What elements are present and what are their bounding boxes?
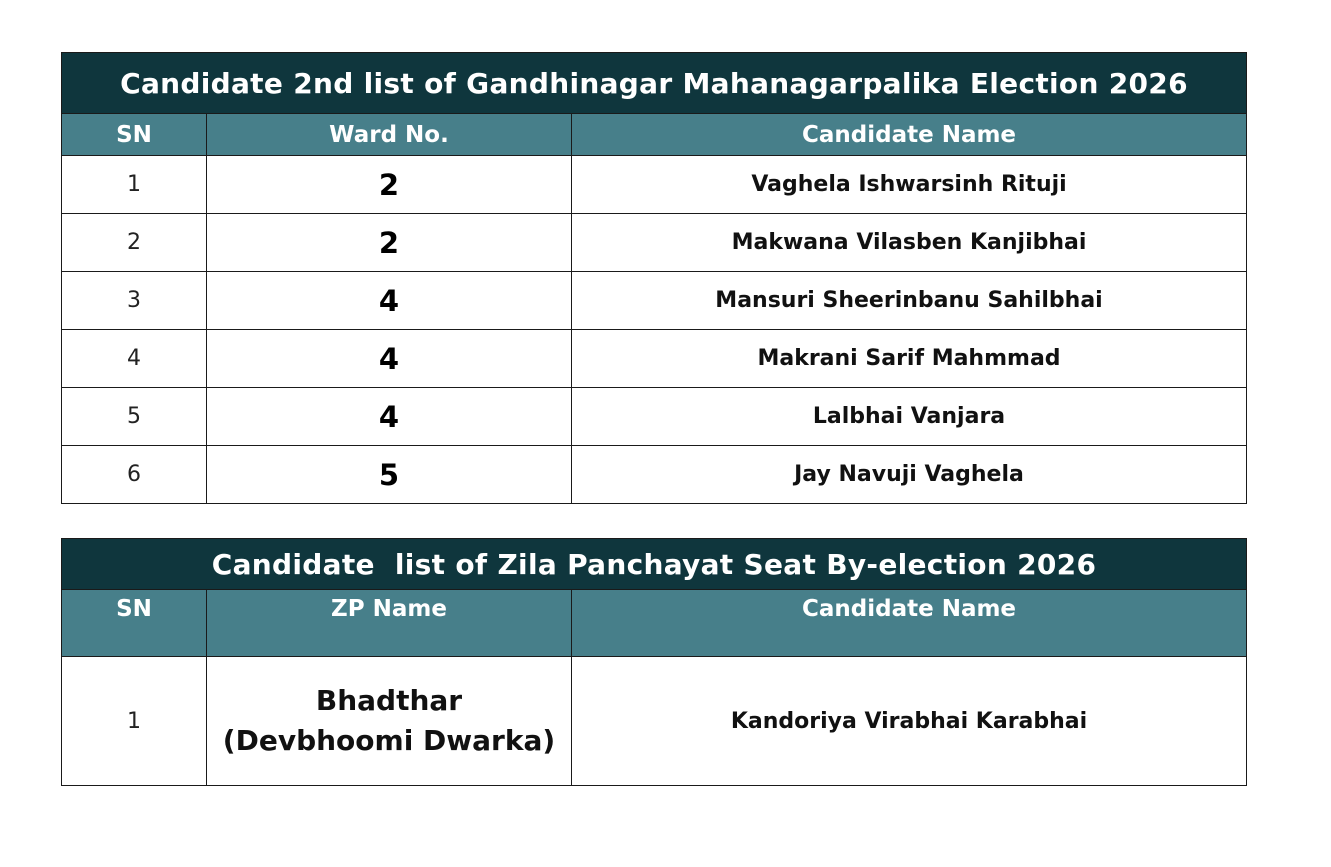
cell-sn: 1 bbox=[62, 156, 207, 214]
table-row bbox=[62, 657, 1247, 786]
cell-sn: 4 bbox=[62, 330, 207, 388]
table-row bbox=[62, 156, 1247, 214]
cell-candidate: Jay Navuji Vaghela bbox=[572, 446, 1247, 504]
gandhinagar-candidate-table bbox=[61, 52, 1247, 504]
cell-candidate: Kandoriya Virabhai Karabhai bbox=[572, 657, 1247, 786]
cell-candidate: Lalbhai Vanjara bbox=[572, 388, 1247, 446]
header-sn: SN bbox=[62, 114, 207, 156]
cell-ward: 4 bbox=[207, 330, 572, 388]
cell-sn: 2 bbox=[62, 214, 207, 272]
table-title: Candidate list of Zila Panchayat Seat By-election 2026 bbox=[62, 539, 1247, 590]
cell-candidate: Makwana Vilasben Kanjibhai bbox=[572, 214, 1247, 272]
cell-sn: 1 bbox=[62, 657, 207, 786]
cell-candidate: Vaghela Ishwarsinh Rituji bbox=[572, 156, 1247, 214]
header-candidate-name: Candidate Name bbox=[572, 114, 1247, 156]
zp-name-line2: (Devbhoomi Dwarka) bbox=[222, 724, 556, 757]
header-candidate-name: Candidate Name bbox=[572, 590, 1247, 657]
header-ward-no: Ward No. bbox=[207, 114, 572, 156]
cell-ward: 2 bbox=[207, 156, 572, 214]
header-sn: SN bbox=[62, 590, 207, 657]
header-zp-name: ZP Name bbox=[207, 590, 572, 657]
zila-panchayat-candidate-table bbox=[61, 538, 1247, 786]
cell-candidate: Mansuri Sheerinbanu Sahilbhai bbox=[572, 272, 1247, 330]
table-row bbox=[62, 330, 1247, 388]
cell-candidate: Makrani Sarif Mahmmad bbox=[572, 330, 1247, 388]
table-row bbox=[62, 272, 1247, 330]
table-row bbox=[62, 388, 1247, 446]
table-row bbox=[62, 446, 1247, 504]
table-title: Candidate 2nd list of Gandhinagar Mahanagarpalika Election 2026 bbox=[62, 53, 1247, 114]
cell-sn: 3 bbox=[62, 272, 207, 330]
cell-ward: 5 bbox=[207, 446, 572, 504]
cell-sn: 5 bbox=[62, 388, 207, 446]
zp-name-line1: Bhadthar bbox=[315, 684, 463, 717]
cell-ward: 2 bbox=[207, 214, 572, 272]
cell-ward: 4 bbox=[207, 272, 572, 330]
table-row bbox=[62, 214, 1247, 272]
cell-sn: 6 bbox=[62, 446, 207, 504]
cell-ward: 4 bbox=[207, 388, 572, 446]
cell-zp-name bbox=[207, 657, 572, 786]
